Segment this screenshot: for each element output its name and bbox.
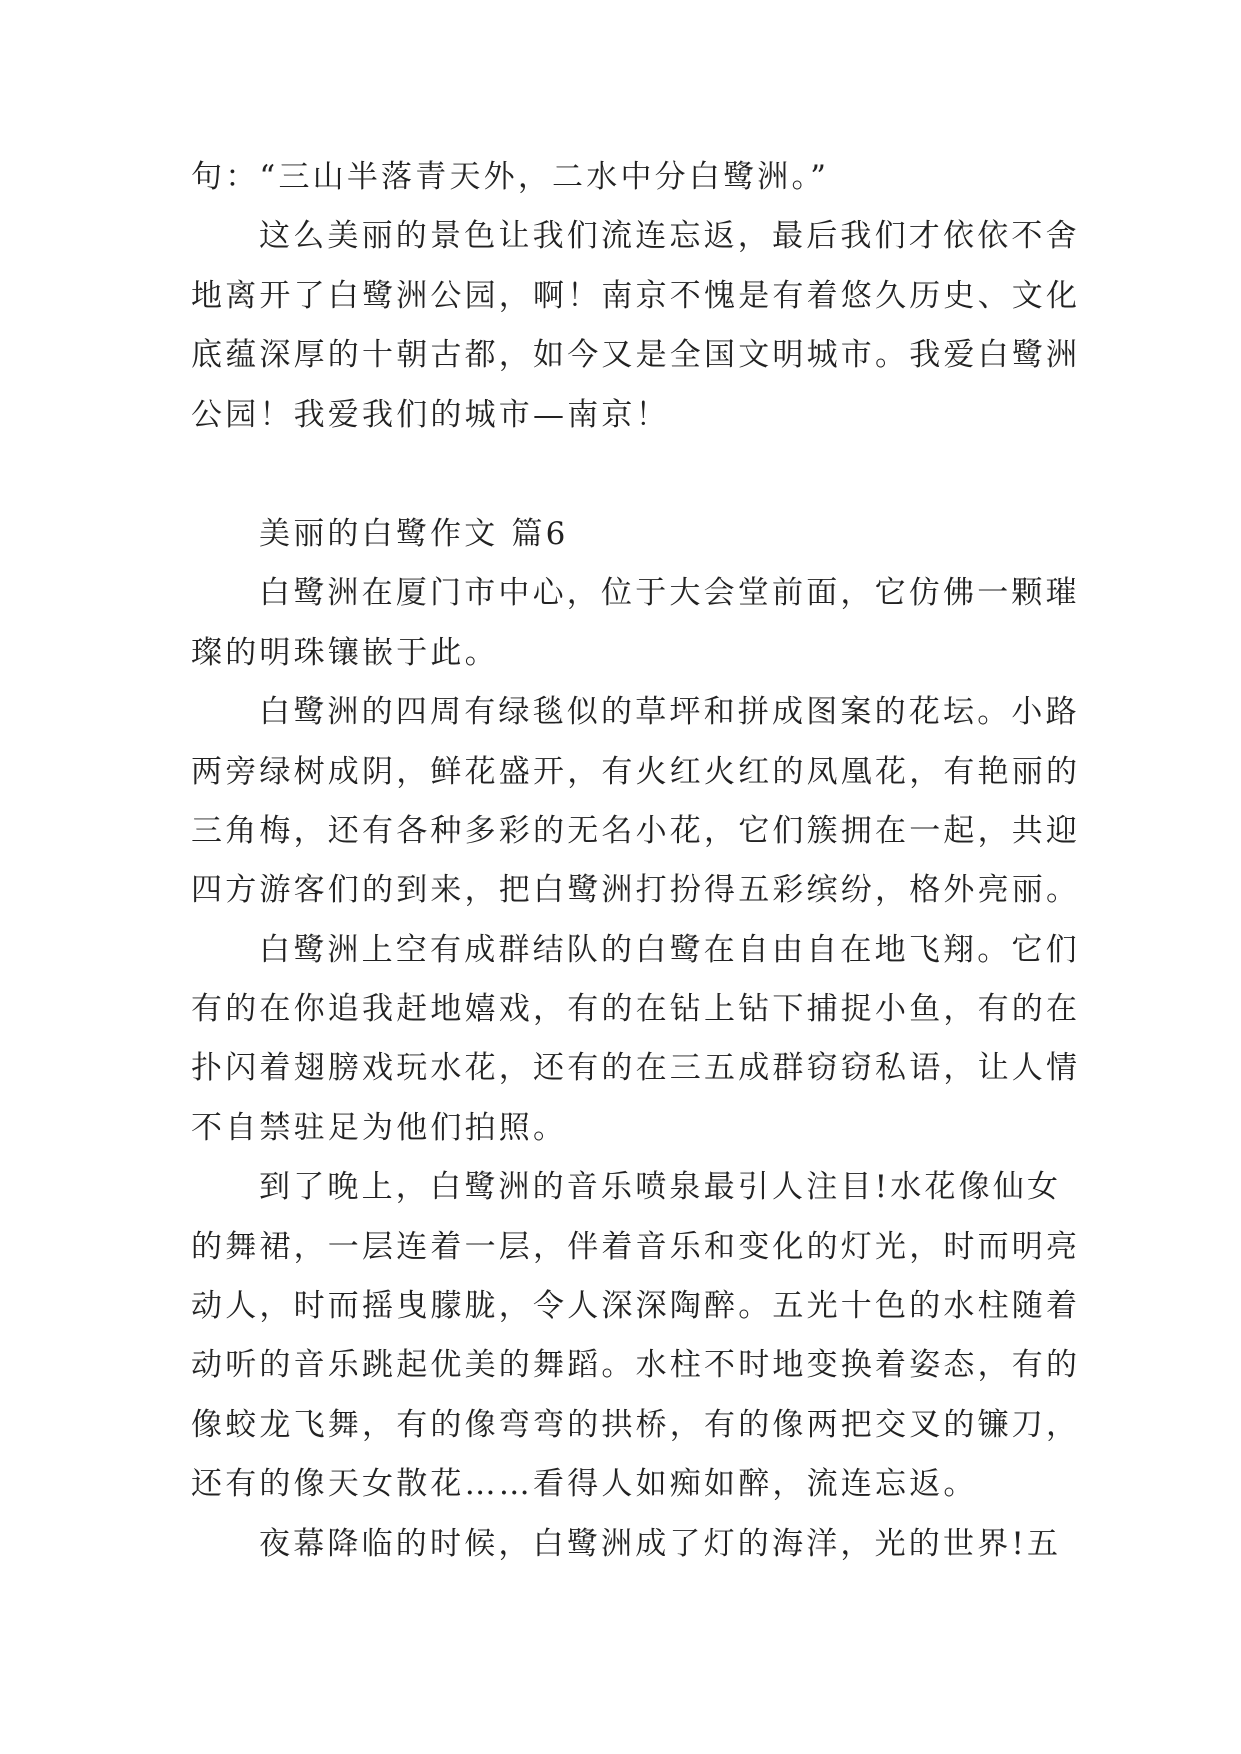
text-line: 像蛟龙飞舞，有的像弯弯的拱桥，有的像两把交叉的镰刀， — [191, 1406, 1081, 1443]
text-line: 动人，时而摇曳朦胧，令人深深陶醉。五光十色的水柱随着 — [191, 1288, 1081, 1325]
text-line: 这么美丽的景色让我们流连忘返，最后我们才依依不舍 — [259, 218, 1080, 255]
section-gap — [191, 445, 1071, 505]
text-line: 公园！我爱我们的城市—南京！ — [191, 396, 670, 433]
text-line: 璨的明珠镶嵌于此。 — [191, 634, 499, 671]
text-line: 还有的像天女散花……看得人如痴如醉，流连忘返。 — [191, 1466, 978, 1503]
text-line: 不自禁驻足为他们拍照。 — [191, 1109, 568, 1146]
text-line: 白鹭洲在厦门市中心，位于大会堂前面，它仿佛一颗璀 — [259, 575, 1080, 612]
text-line: 有的在你追我赶地嬉戏，有的在钻上钻下捕捉小鱼，有的在 — [191, 991, 1081, 1028]
text-line: 的舞裙，一层连着一层，伴着音乐和变化的灯光，时而明亮 — [191, 1228, 1081, 1265]
text-line: 白鹭洲上空有成群结队的白鹭在自由自在地飞翔。它们 — [259, 931, 1080, 968]
text-line: 夜幕降临的时候，白鹭洲成了灯的海洋，光的世界!五 — [259, 1525, 1062, 1562]
text-line: 四方游客们的到来，把白鹭洲打扮得五彩缤纷，格外亮丽。 — [191, 872, 1081, 909]
text-line: 底蕴深厚的十朝古都，如今又是全国文明城市。我爱白鹭洲 — [191, 337, 1081, 374]
text-line: 白鹭洲的四周有绿毯似的草坪和拼成图案的花坛。小路 — [259, 694, 1080, 731]
document-body — [191, 148, 1081, 1574]
text-line: 三角梅，还有各种多彩的无名小花，它们簇拥在一起，共迎 — [191, 812, 1081, 849]
text-line: 句：“三山半落青天外，二水中分白鹭洲。” — [191, 159, 830, 195]
text-line: 两旁绿树成阴，鲜花盛开，有火红火红的凤凰花，有艳丽的 — [191, 753, 1081, 790]
text-line: 到了晚上，白鹭洲的音乐喷泉最引人注目!水花像仙女 — [259, 1169, 1062, 1206]
text-line: 地离开了白鹭洲公园，啊！南京不愧是有着悠久历史、文化 — [191, 277, 1081, 314]
section-heading: 美丽的白鹭作文 篇6 — [259, 515, 569, 552]
text-line: 扑闪着翅膀戏玩水花，还有的在三五成群窃窃私语，让人情 — [191, 1050, 1081, 1087]
text-line: 动听的音乐跳起优美的舞蹈。水柱不时地变换着姿态，有的 — [191, 1347, 1081, 1384]
